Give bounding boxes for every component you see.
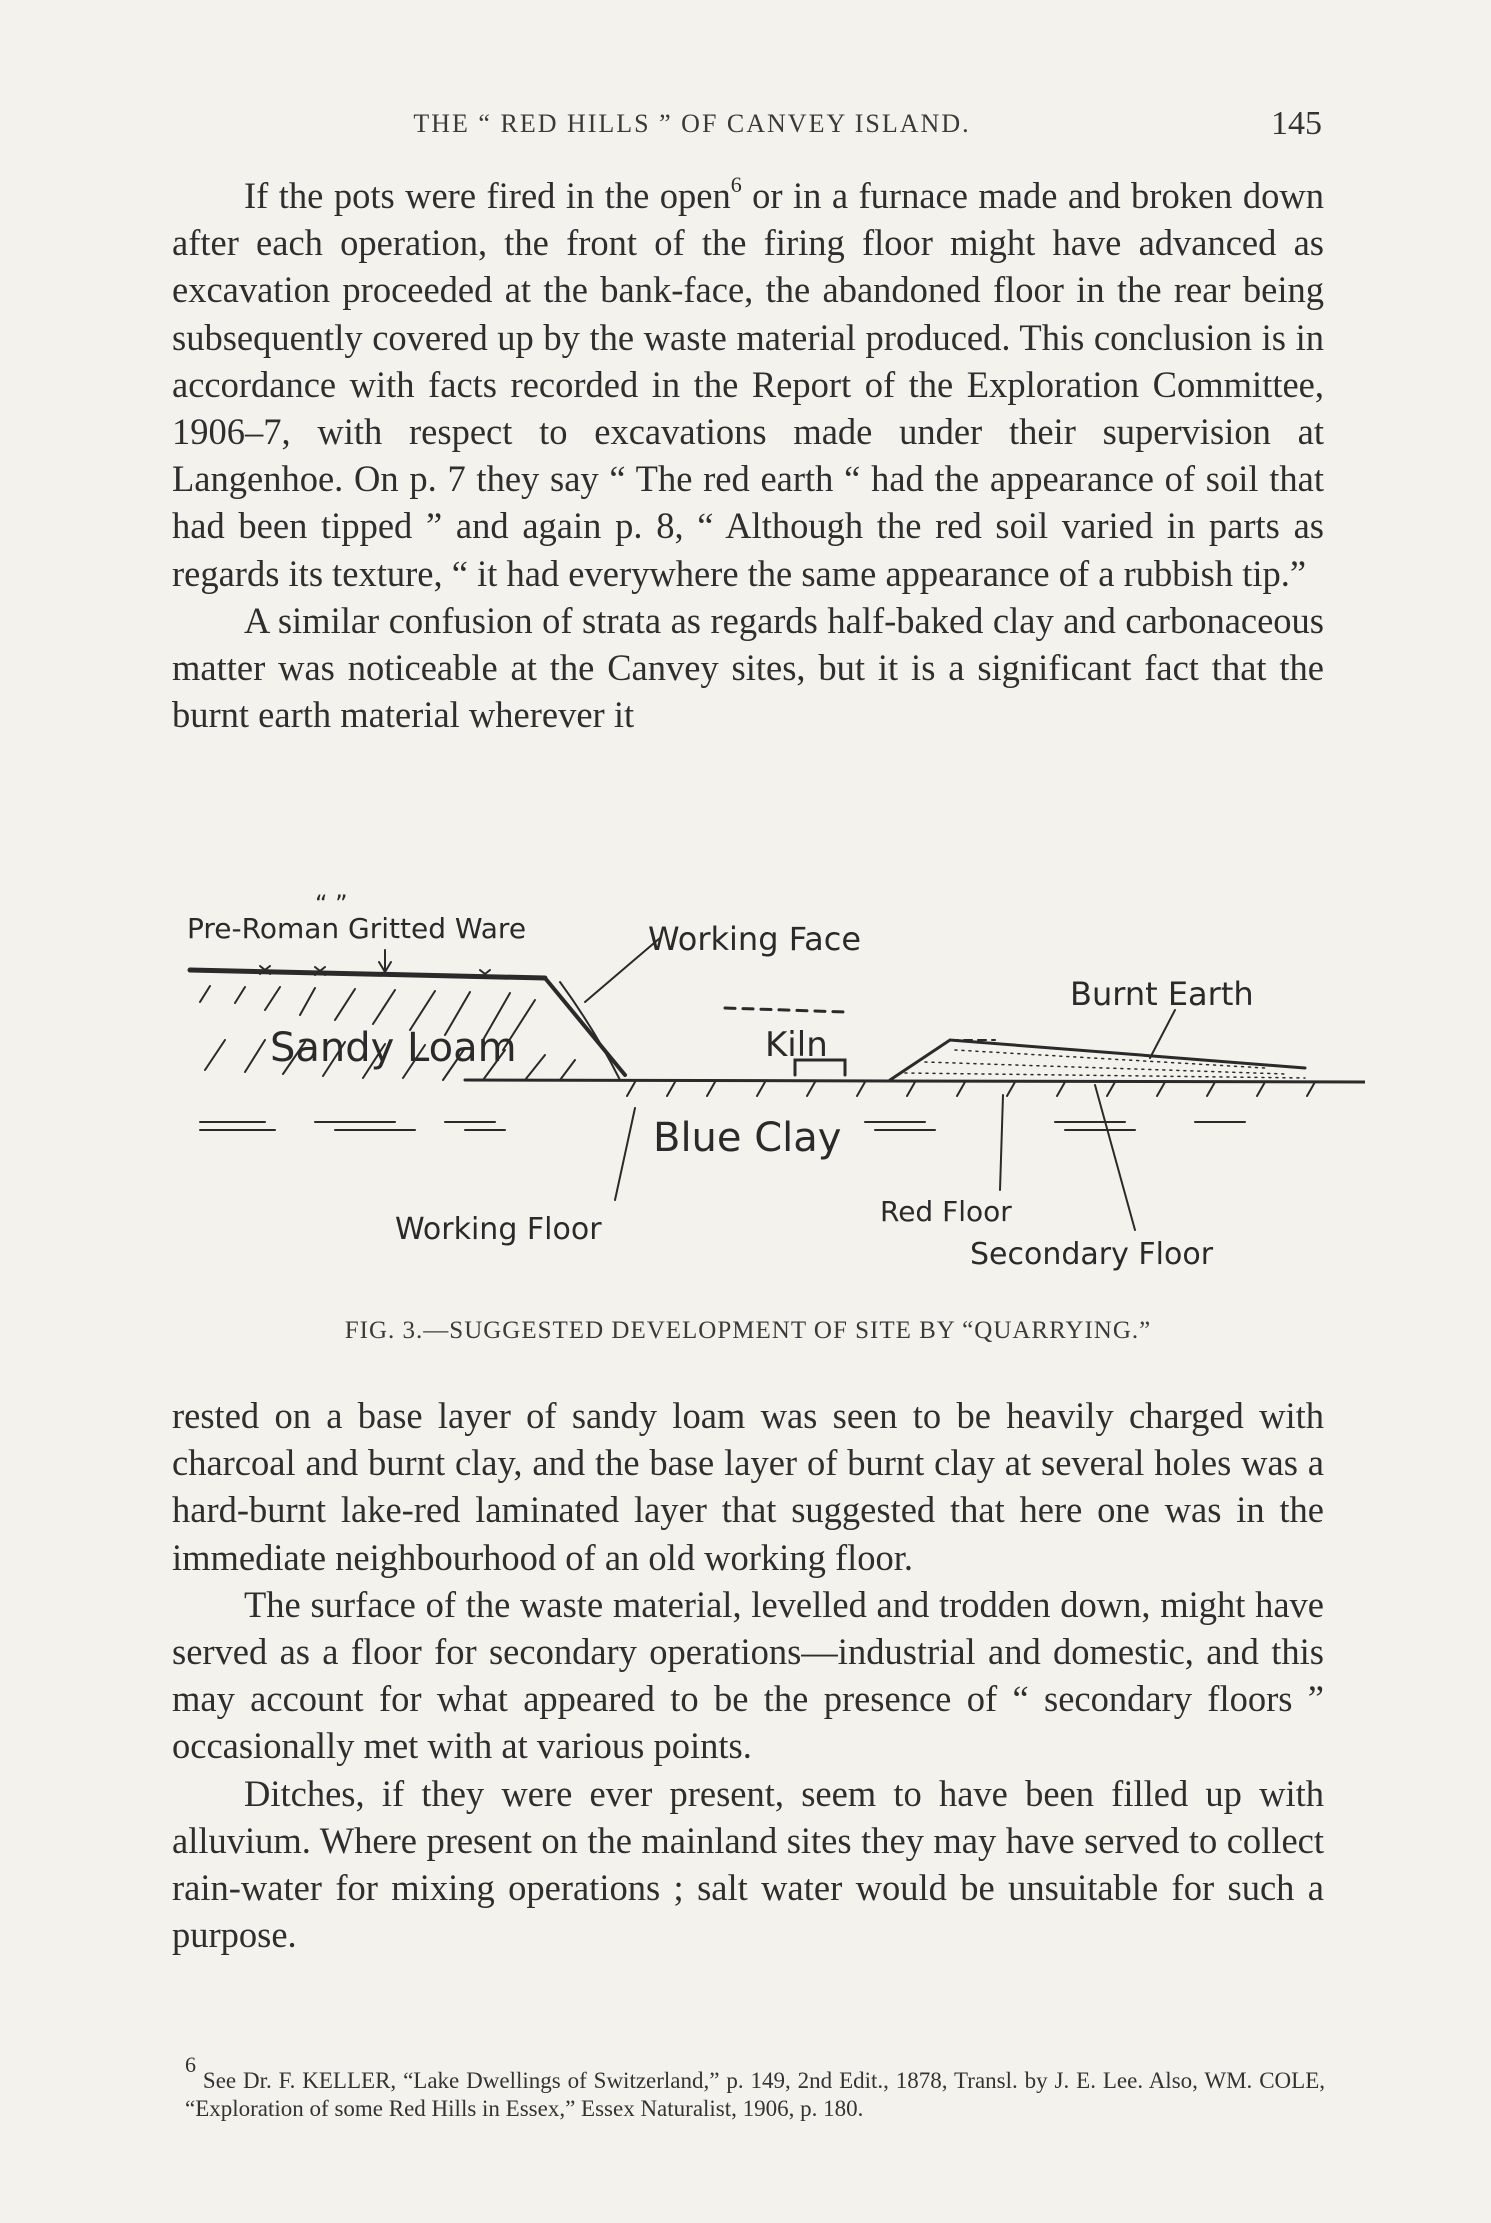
running-head xyxy=(172,105,1322,145)
paragraph: rested on a base layer of sandy loam was seen to be heavily charged with charcoal and burnt clay, and the base layer of burnt clay at several holes was a hard-burnt lake-red laminated layer that suggested that here one was in the immediate neighbourhood of an old working floor. xyxy=(172,1395,1324,1578)
paragraph-text: or in a furnace made and broken down after each operation, the front of the firing floor might have advanced as excavation proceeded at the bank-face, the abandoned floor in the rear being subsequently covered up by the waste material produced. This conclusion is in accordance with facts recorded in the Report of the Exploration Committee, 1906–7, with respect to excavations made under their supervision at Langenhoe. On p. 7 they say “ The red earth “ had the appearance of soil that had been tipped ” and again p. 8, “ Although the red soil varied in parts as regards its texture, “ it had everywhere the same appearance of a rubbish tip.” xyxy=(172,175,1324,594)
working-face-slope xyxy=(545,978,625,1075)
red-floor-pointer xyxy=(1000,1095,1003,1190)
label-ware-quotes: “ ” xyxy=(315,890,348,918)
label-sandy-loam: Sandy Loam xyxy=(270,1025,517,1071)
label-gritted-ware: Pre-Roman Gritted Ware xyxy=(187,912,527,945)
footnote-number: 6 xyxy=(185,2052,196,2077)
paragraph: A similar confusion of strata as regards half-baked clay and carbonaceous matter was noticeable at the Canvey sites, but it is a significant fact that the burnt earth material wherever it xyxy=(172,599,1324,736)
paragraph-text: If the pots were fired in the open xyxy=(244,175,731,216)
label-working-floor: Working Floor xyxy=(395,1212,602,1247)
footnote-marker: 6 xyxy=(730,172,742,197)
body-text-top xyxy=(172,172,1324,738)
label-kiln: Kiln xyxy=(765,1025,828,1065)
burnt-earth-pointer xyxy=(1150,1010,1175,1058)
label-secondary-floor: Secondary Floor xyxy=(970,1237,1214,1272)
secondary-floor-pointer xyxy=(1095,1085,1135,1230)
ground-surface-line xyxy=(190,970,545,978)
label-red-floor: Red Floor xyxy=(880,1195,1012,1228)
paragraph: Ditches, if they were ever present, seem to have been filled up with alluvium. Where present on the mainland sites they may have served to collect rain-water for mixing operations ; salt water would be unsuitable for such a purpose. xyxy=(172,1772,1324,1956)
paragraph xyxy=(172,172,1324,597)
working-floor-pointer xyxy=(615,1108,635,1200)
footnote xyxy=(185,2052,1325,2123)
footnote-text: See Dr. F. KELLER, “Lake Dwellings of Switzerland,” p. 149, 2nd Edit., 1878, Transl. by J. E. Lee. Also, WM. COLE, “Exploration of some Red Hills in Essex,” Essex Naturalist, 1906, p. 180. xyxy=(185,2068,1325,2121)
paragraph: The surface of the waste material, levelled and trodden down, might have served as a floor for secondary operations—industrial and domestic, and this may account for what appeared to be the presence of “ secondary floors ” occasionally met with at various points. xyxy=(172,1583,1324,1767)
page-number: 145 xyxy=(1271,105,1322,142)
running-title: THE “ RED HILLS ” OF CANVEY ISLAND. xyxy=(413,109,971,138)
figure-site-section xyxy=(165,890,1365,1290)
figure-caption: FIG. 3.—SUGGESTED DEVELOPMENT OF SITE BY “QUARRYING.” xyxy=(344,1317,1152,1344)
body-text-bottom xyxy=(172,1392,1324,1958)
burnt-earth-mound xyxy=(890,1040,1305,1080)
label-blue-clay: Blue Clay xyxy=(653,1115,842,1161)
label-working-face: Working Face xyxy=(648,920,862,958)
label-burnt-earth: Burnt Earth xyxy=(1070,975,1254,1013)
